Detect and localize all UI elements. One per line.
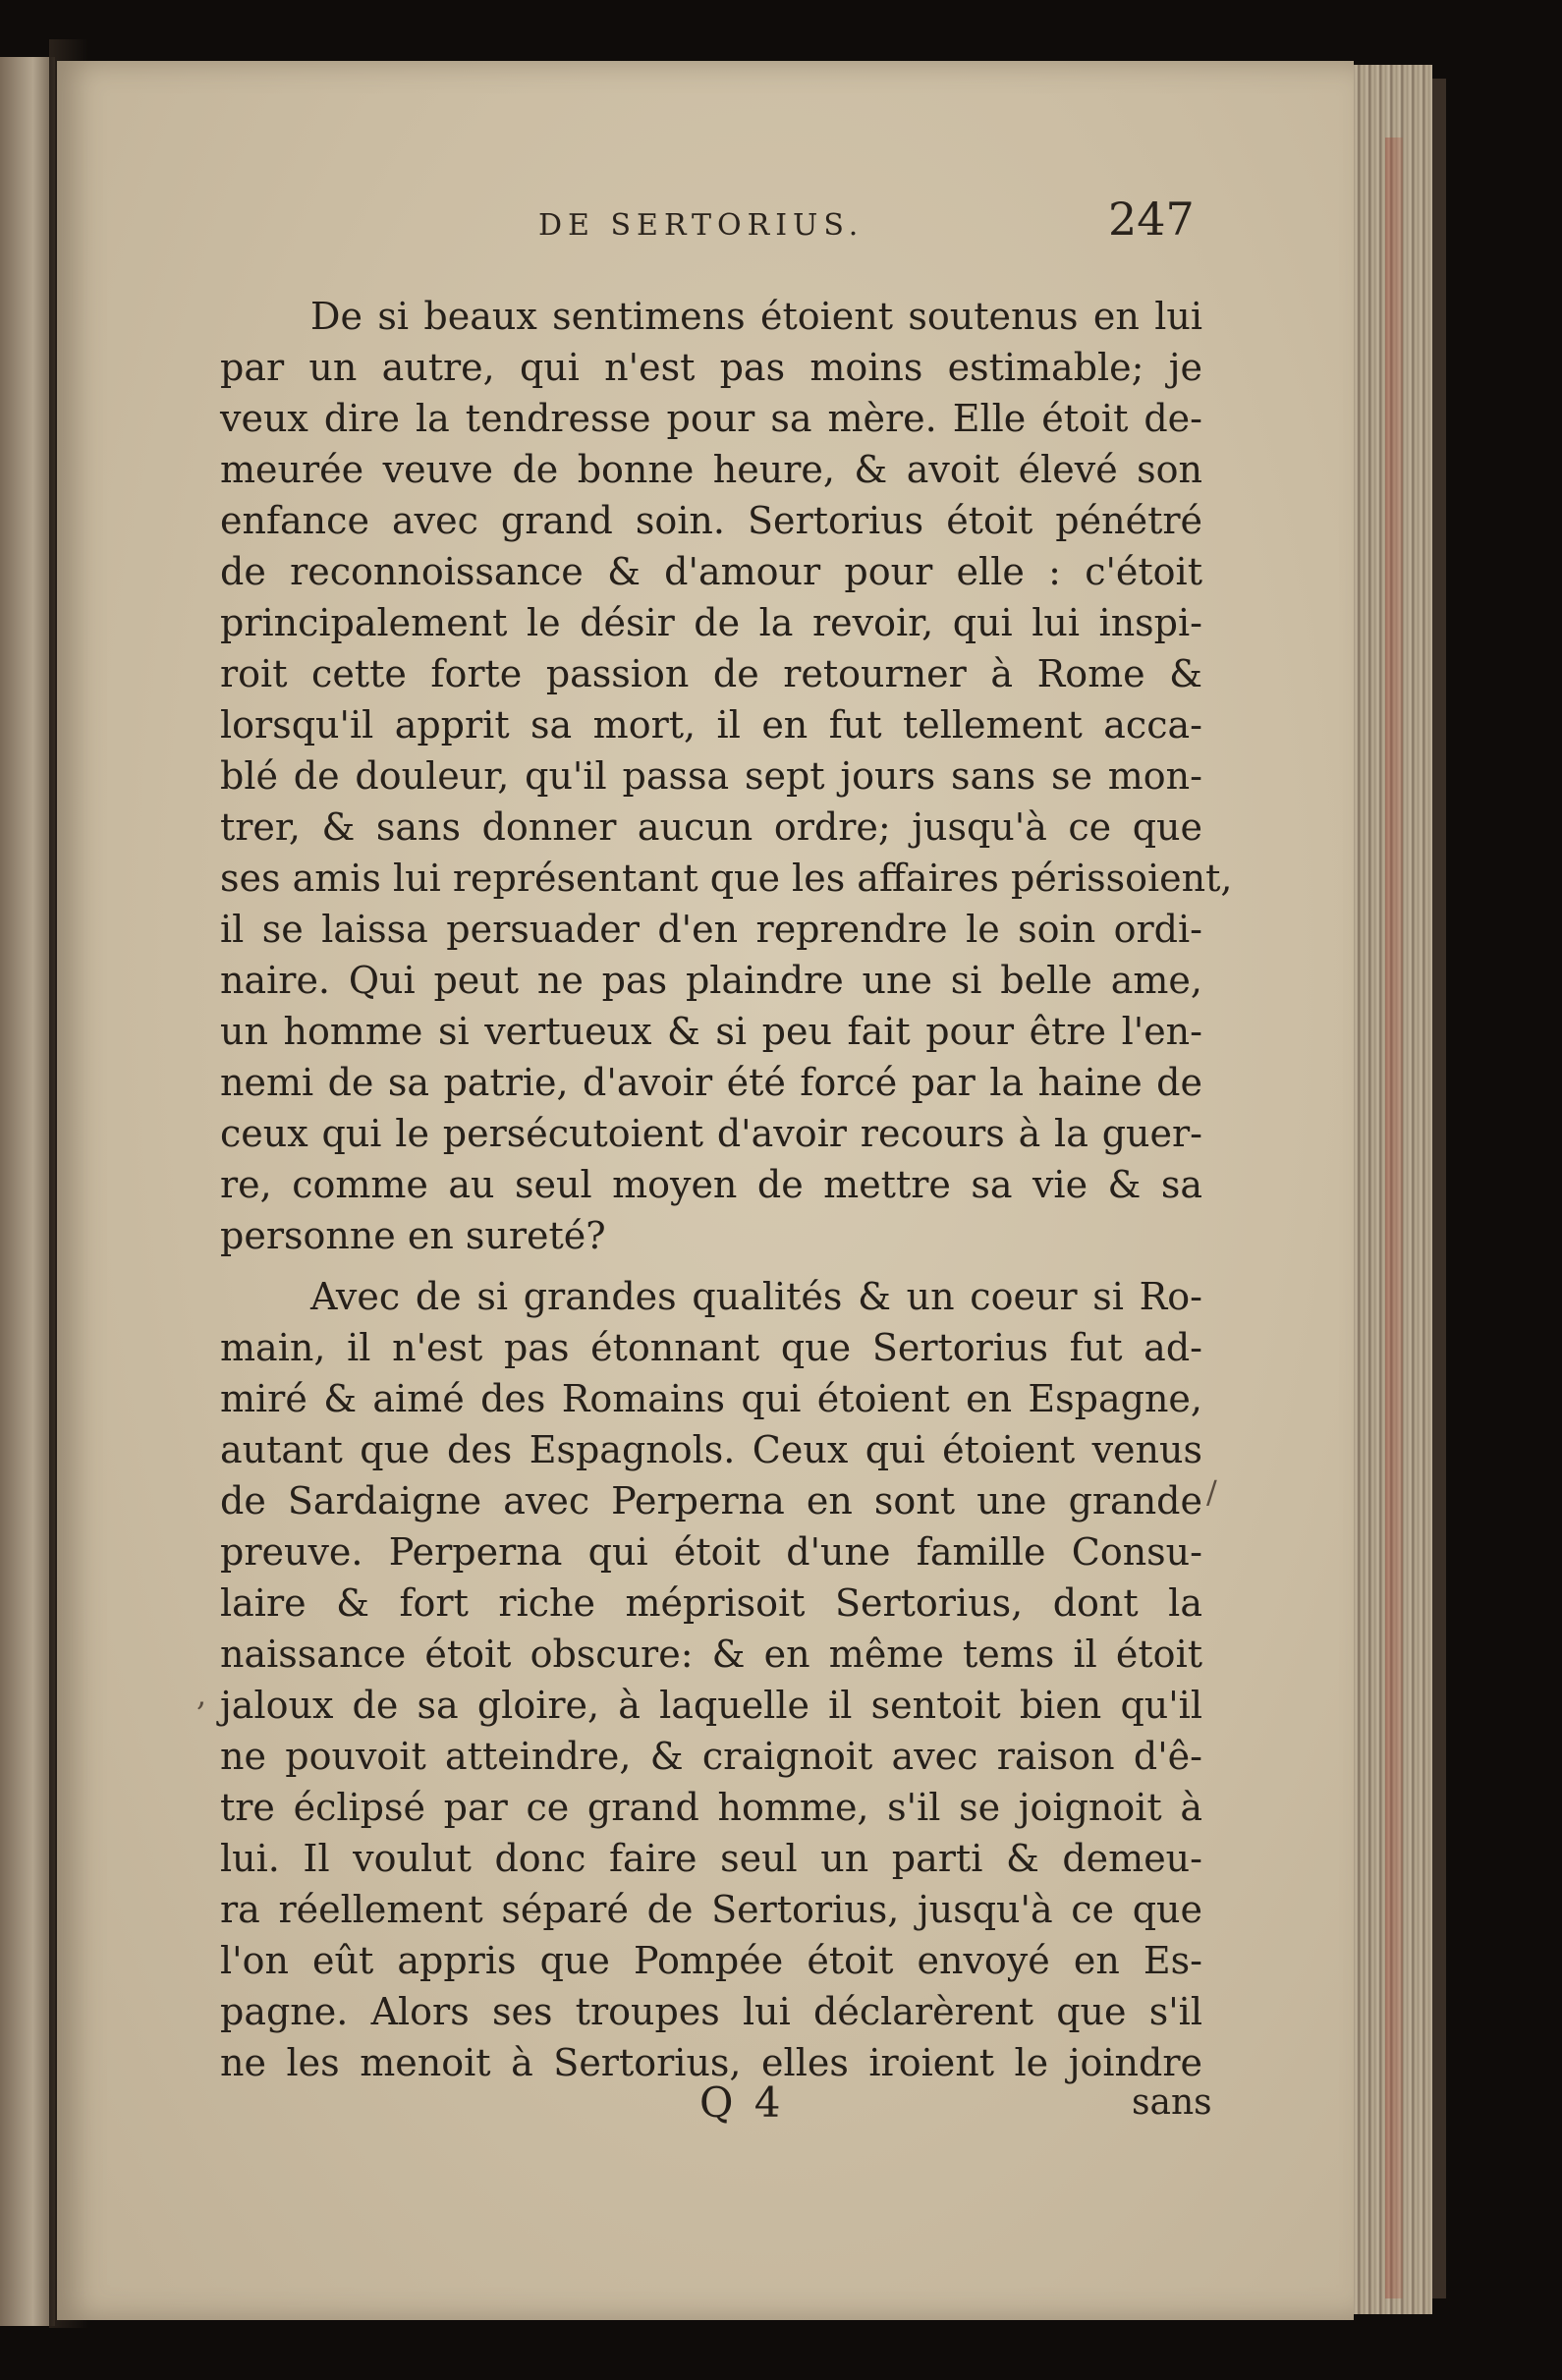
text-line: de reconnoissance & d'amour pour elle : c'étoit	[220, 550, 1202, 593]
text-line: veux dire la tendresse pour sa mère. Elle étoit de-	[220, 397, 1202, 440]
running-head: DE SERTORIUS.	[538, 208, 865, 243]
text-line: ses amis lui représentant que les affaires périssoient,	[220, 857, 1233, 900]
text-line: personne en sureté?	[220, 1214, 606, 1257]
margin-tick-mark: /	[1206, 1473, 1217, 1511]
text-line: de Sardaigne avec Perperna en sont une grande	[220, 1479, 1202, 1522]
text-line: il se laissa persuader d'en reprendre le soin ordi-	[220, 908, 1202, 951]
text-line: laire & fort riche méprisoit Sertorius, dont la	[220, 1581, 1202, 1625]
text-line: trer, & sans donner aucun ordre; jusqu'à ce que	[220, 805, 1202, 849]
text-line: nemi de sa patrie, d'avoir été forcé par la haine de	[220, 1061, 1202, 1104]
text-line: tre éclipsé par ce grand homme, s'il se joignoit à	[220, 1786, 1202, 1829]
text-line: meurée veuve de bonne heure, & avoit élevé son	[220, 448, 1202, 491]
text-line: naire. Qui peut ne pas plaindre une si belle ame,	[220, 959, 1202, 1002]
text-line: preuve. Perperna qui étoit d'une famille Consu-	[220, 1530, 1202, 1574]
text-line: Avec de si grandes qualités & un coeur si Ro-	[310, 1275, 1202, 1318]
text-line: par un autre, qui n'est pas moins estimable; je	[220, 346, 1202, 389]
text-line: De si beaux sentimens étoient soutenus en lui	[310, 295, 1202, 338]
text-line: lui. Il voulut donc faire seul un parti & demeu-	[220, 1837, 1202, 1880]
text-line: autant que des Espagnols. Ceux qui étoient venus	[220, 1428, 1202, 1471]
signature-mark: Q 4	[699, 2078, 785, 2127]
text-line: ceux qui le persécutoient d'avoir recours à la guer-	[220, 1112, 1202, 1155]
text-line: re, comme au seul moyen de mettre sa vie & sa	[220, 1163, 1202, 1206]
text-line: ne les menoit à Sertorius, elles iroient le joindre	[220, 2041, 1202, 2084]
catchword: sans	[1132, 2082, 1212, 2123]
text-line: principalement le désir de la revoir, qui lui inspi-	[220, 601, 1202, 644]
text-line: enfance avec grand soin. Sertorius étoit pénétré	[220, 499, 1202, 542]
text-line: roit cette forte passion de retourner à Rome &	[220, 652, 1202, 695]
text-line: pagne. Alors ses troupes lui déclarèrent que s'il	[220, 1990, 1202, 2033]
text-line: lorsqu'il apprit sa mort, il en fut tellement acca-	[220, 703, 1202, 747]
text-line: un homme si vertueux & si peu fait pour être l'en-	[220, 1010, 1202, 1053]
text-line: miré & aimé des Romains qui étoient en Espagne,	[220, 1377, 1202, 1420]
text-line: jaloux de sa gloire, à laquelle il sentoit bien qu'il	[220, 1684, 1202, 1727]
text-line: naissance étoit obscure: & en même tems il étoit	[220, 1633, 1202, 1676]
text-line: blé de douleur, qu'il passa sept jours sans se mon-	[220, 754, 1202, 798]
text-line: ra réellement séparé de Sertorius, jusqu'à ce que	[220, 1888, 1202, 1931]
page-number: 247	[1108, 193, 1195, 246]
text-line: ne pouvoit atteindre, & craignoit avec raison d'ê-	[220, 1735, 1202, 1778]
margin-tick-mark: ,	[196, 1676, 207, 1713]
text-line: l'on eût appris que Pompée étoit envoyé en Es-	[220, 1939, 1202, 1982]
text-line: main, il n'est pas étonnant que Sertorius fut ad-	[220, 1326, 1202, 1369]
